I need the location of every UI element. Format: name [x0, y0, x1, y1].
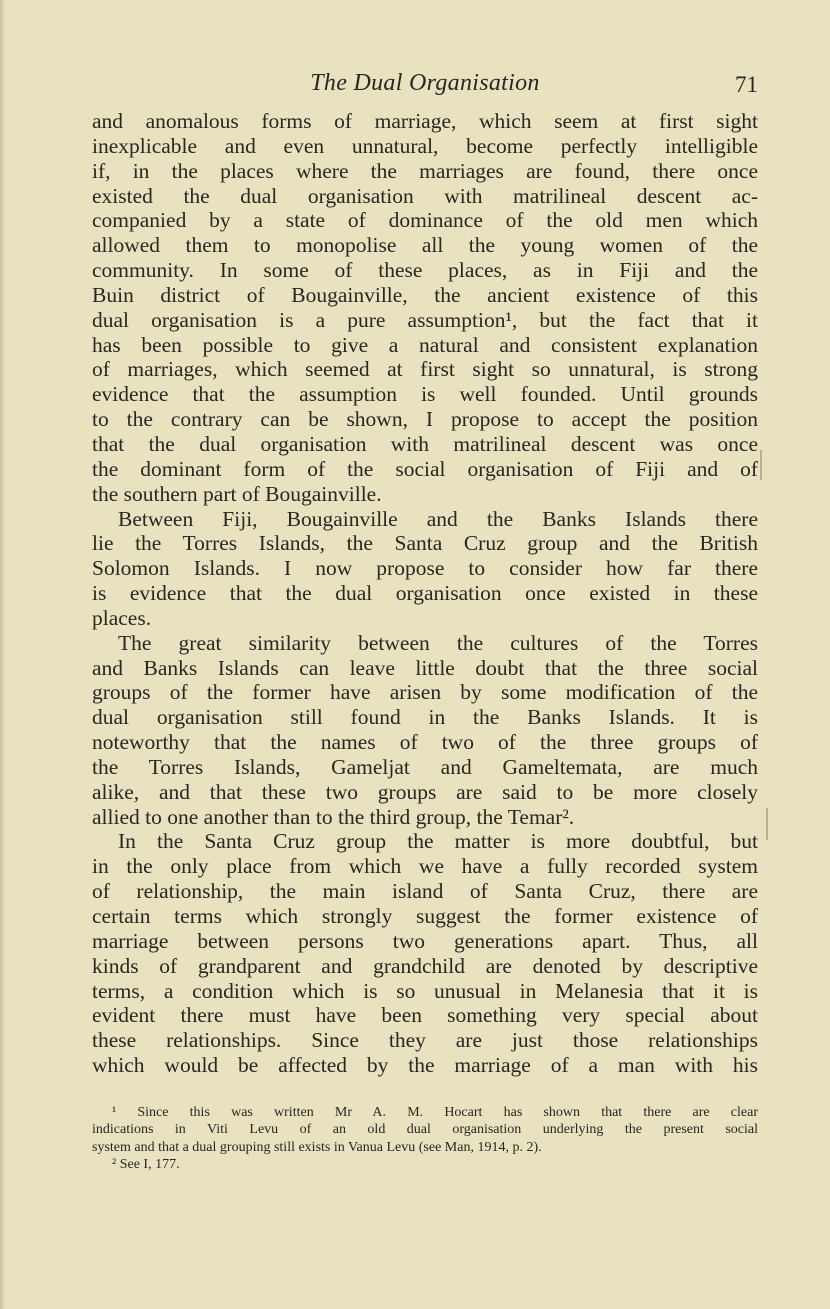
text-line: Between Fiji, Bougainville and the Banks Islands there [118, 506, 758, 531]
page-edge [0, 0, 5, 1309]
text-line: marriage between persons two generations apart. Thus, all [92, 928, 758, 953]
margin-mark [760, 450, 762, 480]
text-line: and Banks Islands can leave little doubt that the three social [92, 655, 758, 680]
text-line: allowed them to monopolise all the young women of the [92, 233, 758, 258]
text-line: certain terms which strongly suggest the former existence of [92, 904, 758, 928]
text-line: that the dual organisation with matrilineal descent was once [92, 431, 758, 456]
text-line: inexplicable and even unnatural, become perfectly intelligible [92, 133, 758, 158]
text-line: terms, a condition which is so unusual in Melanesia that it is [92, 978, 758, 1003]
text-line: and anomalous forms of marriage, which seem at first sight [92, 109, 758, 133]
text-line: kinds of grandparent and grandchild are denoted by descriptive [92, 953, 758, 978]
text-line: evident there must have been something very special about [92, 1003, 758, 1028]
running-title: The Dual Organisation [310, 70, 540, 96]
text-line: In the Santa Cruz group the matter is more doubtful, but [118, 829, 758, 854]
footnote-line: system and that a dual grouping still exists in Vanua Levu (see Man, 1914, p. 2). [92, 1139, 542, 1155]
text-line: noteworthy that the names of two of the three groups of [92, 730, 758, 755]
text-line: existed the dual organisation with matrilineal descent ac- [92, 183, 758, 208]
text-line: of marriages, which seemed at first sight so unnatural, is strong [92, 357, 758, 382]
body-text [92, 109, 758, 1078]
text-line: in the only place from which we have a fully recorded system [92, 854, 758, 879]
text-line: of relationship, the main island of Santa Cruz, there are [92, 879, 758, 904]
margin-mark [766, 808, 768, 840]
footnote-line: ¹ Since this was written Mr A. M. Hocart has shown that there are clear [112, 1105, 758, 1120]
text-line: alike, and that these two groups are said to be more closely [92, 779, 758, 804]
running-header [92, 70, 758, 104]
text-line: groups of the former have arisen by some modification of the [92, 680, 758, 705]
text-line: the Torres Islands, Gameljat and Gameltemata, are much [92, 754, 758, 779]
text-line: Solomon Islands. I now propose to consider how far there [92, 556, 758, 581]
page-number: 71 [735, 72, 758, 97]
text-line: the dominant form of the social organisation of Fiji and of [92, 456, 758, 481]
text-line: if, in the places where the marriages are found, there once [92, 158, 758, 183]
text-line: allied to one another than to the third group, the Temar². [92, 804, 575, 829]
text-line: dual organisation still found in the Banks Islands. It is [92, 705, 758, 730]
text-line: community. In some of these places, as in Fiji and the [92, 258, 758, 283]
footnote-line: ² See I, 177. [112, 1157, 180, 1173]
text-line: The great similarity between the cultures of the Torres [118, 630, 758, 655]
text-line: places. [92, 605, 152, 630]
text-line: the southern part of Bougainville. [92, 481, 382, 506]
text-line: Buin district of Bougainville, the ancient existence of this [92, 282, 758, 307]
text-line: evidence that the assumption is well founded. Until grounds [92, 382, 758, 407]
text-line: these relationships. Since they are just those relationships [92, 1028, 758, 1053]
text-line: lie the Torres Islands, the Santa Cruz group and the British [92, 531, 758, 556]
text-line: has been possible to give a natural and consistent explanation [92, 332, 758, 357]
text-line: companied by a state of dominance of the old men which [92, 208, 758, 233]
footnotes [92, 1104, 758, 1174]
text-line: is evidence that the dual organisation once existed in these [92, 581, 758, 606]
text-line: to the contrary can be shown, I propose to accept the position [92, 407, 758, 432]
text-line: which would be affected by the marriage of a man with his [92, 1053, 758, 1078]
text-line: dual organisation is a pure assumption¹, but the fact that it [92, 307, 758, 332]
footnote-line: indications in Viti Levu of an old dual organisation underlying the present social [92, 1122, 758, 1138]
